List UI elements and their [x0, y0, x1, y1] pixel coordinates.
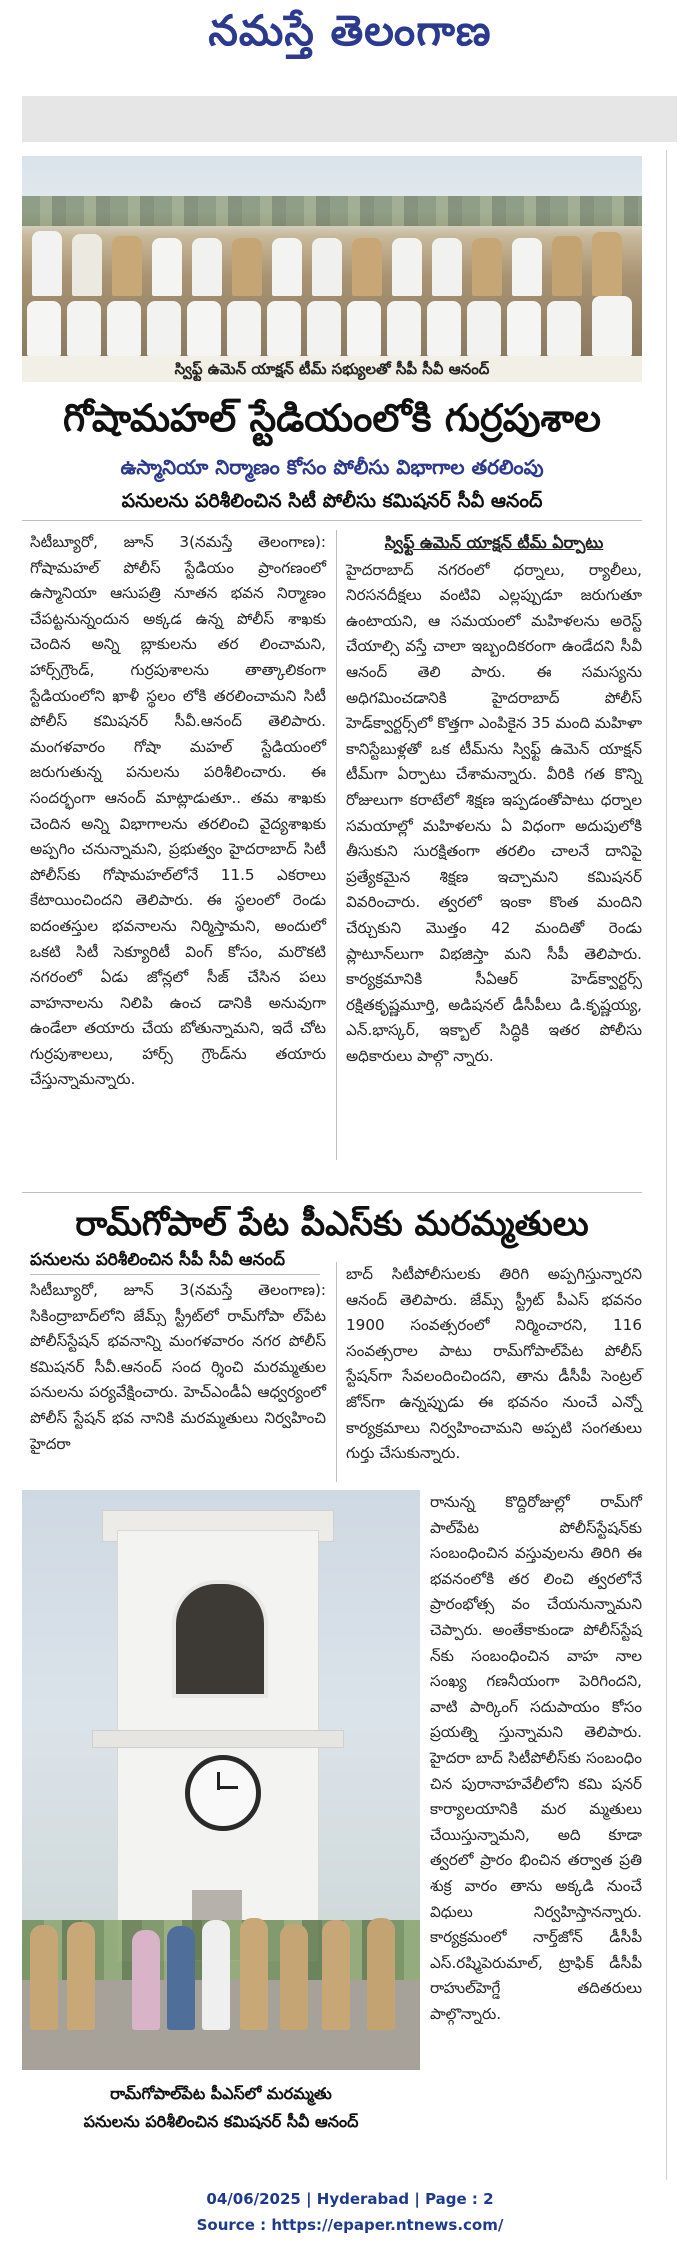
header-band	[22, 96, 677, 142]
story1-column-1-text: సిటీబ్యూరో, జూన్ 3(నమస్తే తెలంగాణ): గోషామహల్ పోలీస్ స్టేడియం ప్రాంగణంలో ఉస్మానియా ఆసుపత్రి నూతన భవన నిర్మాణం చేపట్టనున్నందున అక్కడ ఉన్న పోలీస్ శాఖకు చెందిన అన్ని బ్లాకులను తర లించామని, హార్స్‌గ్రౌండ్, గుర్రపుశాలను తాత్కాలికంగా స్టేడియంలోని ఖాళీ స్థలం లోకి తరలించామని సిటీ పోలీస్ కమిషనర్ సీవీ.ఆనంద్ తెలిపారు. మంగళవారం గోషా మహల్ స్టేడియంలో జరుగుతున్న పనులను పరిశీలించారు. ఈ సందర్భంగా ఆనంద్ మాట్లాడుతూ.. తమ శాఖకు చెందిన అన్ని విభాగాలను తరలించి వైద్యశాఖకు అప్పగిం చనున్నామని, ప్రభుత్వం హైదరాబాద్ సిటీ పోలీస్‌కు గోషామహల్‌లోనే 11.5 ఎకరాలు కేటాయించిందని తెలిపారు. ఈ స్థలంలో రెండు ఐదంతస్తుల భవనాలను నిర్మిస్తామని, అందులో ఒకటి సిటీ సెక్యూరిటీ వింగ్ కోసం, మరొకటి నగరంలో ఏడు జోన్లలో సీజ్ చేసిన పలు వాహనాలను నిలిపి ఉంచ డానికి అనువుగా ఉండేలా తయారు చేయ బోతున్నామని, ఇదే చోట గుర్రపుశాలలు, హార్స్ గ్రౌండ్‌ను తయారు చేస్తున్నామన్నారు.	[30, 533, 326, 1089]
footer-date-line: 04/06/2025 | Hyderabad | Page : 2	[206, 2190, 494, 2208]
story1-deck-secondary: పనులను పరిశీలించిన సిటీ పోలీసు కమిషనర్ సీవీ ఆనంద్	[121, 490, 543, 512]
page-edge-rule	[666, 150, 667, 2180]
caption-line-1: రామ్‌గోపాల్‌పేట పీఎస్‌లో మరమ్మతు	[110, 2084, 332, 2103]
column-divider	[336, 530, 337, 1160]
story2-column-1-text: సిటీబ్యూరో, జూన్ 3(నమస్తే తెలంగాణ): సికింద్రాబాద్‌లోని జేమ్స్ స్ట్రీట్‌లో రామ్‌గోపా ల్‌పేట పోలీస్‌స్టేషన్ భవనాన్ని మంగళవారం నగర పోలీస్ కమిషనర్ సీవీ.ఆనంద్ సంద ర్శించి మరమ్మతుల పనులను పర్యవేక్షించారు. హెచ్‌ఎండీఏ ఆధ్వర్యంలో పోలీస్ స్టేషన్ భవ నానికి మరమ్మతులు నిర్వహించి హైదరా	[30, 1281, 326, 1453]
newspaper-title: నమస్తే తెలంగాణ	[208, 6, 492, 55]
photo-trees	[22, 196, 642, 226]
story2-deck: పనులను పరిశీలించిన సీపీ సీవీ ఆనంద్	[30, 1250, 286, 1270]
story2-deck-underline	[30, 1274, 320, 1275]
story2-column-3-text: రానున్న కొద్దిరోజుల్లో రామ్‌గో పాల్‌పేట పోలీస్‌స్టేషన్‌కు సంబంధించిన వస్తువులను తిరిగి ఈ భవనంలోకి తర లించి త్వరలోనే ప్రారంభోత్స వం చేయనున్నామని చెప్పారు. అంతేకాకుండా పోలీస్‌స్టేష న్‌కు సంబంధించిన వాహ నాల సంఖ్య గణనీయంగా పెరిగిందని, వాటి పార్కింగ్ సదుపాయం కోసం ప్రయత్ని స్తున్నామని తెలిపారు. హైదరా బాద్ సిటీపోలీస్‌కు సంబంధిం చిన పురానాహవేలీలోని కమి షనర్ కార్యాలయానికి మర మ్మతులు చేయిస్తున్నామని, అది కూడా త్వరలో ప్రారం భించిన తర్వాత ప్రతి శుక్ర వారం తాను అక్కడి నుంచే విధులు నిర్వహిస్తానన్నారు. కార్యక్రమంలో నార్త్‌జోన్ డీసీపీ ఎస్.రష్మిపెరుమాల్, ట్రాఫిక్ డీసీపీ రాహుల్‌హెగ్డే తదితరులు పాల్గొన్నారు.	[430, 1493, 642, 2023]
tower-window	[172, 1580, 268, 1698]
story1-column-2	[346, 530, 642, 1069]
team-photo-caption: స్విఫ్ట్ ఉమెన్ యాక్షన్ టీమ్ సభ్యులతో సీపీ సీవీ ఆనంద్	[22, 356, 642, 382]
story1-subhead: స్విఫ్ట్ ఉమెన్ యాక్షన్ టీమ్ ఏర్పాటు	[384, 533, 604, 552]
story2-column-2-text: బాద్ సిటీపోలీసులకు తిరిగి అప్పగిస్తున్నారని ఆనంద్ తెలిపారు. జేమ్స్ స్ట్రీట్ పీఎస్ భవనం 1900 సంవత్సరంలో నిర్మించారని, 116 సంవత్సరాల పాటు రామ్‌గోపాల్‌పేట పోలీస్ స్టేషన్‌గా సేవలందించిందని, తాను డీసీపీ సెంట్రల్ జోన్‌గా ఉన్నప్పుడు ఈ భవనం నుంచే ఎన్నో కార్యక్రమాలు నిర్వహించామని అప్పటి సంగతులు గుర్తు చేసుకున్నారు.	[346, 1265, 642, 1463]
person	[367, 1918, 395, 2030]
clock-minute-hand	[218, 1786, 238, 1789]
story1-headline: గోషామహల్ స్టేడియంలోకి గుర్రపుశాల	[63, 396, 601, 440]
person	[67, 1922, 95, 2030]
story2-column-2	[346, 1262, 642, 1467]
team-photo	[22, 156, 642, 356]
clock-icon	[185, 1755, 261, 1831]
person	[280, 1924, 308, 2030]
clock-tower-photo-caption	[22, 2080, 420, 2136]
story1-column-1	[30, 530, 326, 1093]
person	[202, 1920, 230, 2030]
person	[240, 1918, 268, 2030]
story-divider	[22, 1192, 642, 1193]
person	[322, 1920, 350, 2030]
person	[30, 1925, 58, 2030]
photo-front-row	[22, 286, 642, 356]
story1-column-2-text: హైదరాబాద్ నగరంలో ధర్నాలు, ర్యాలీలు, నిరసనదీక్షలు వంటివి ఎల్లప్పుడూ జరుగుతూ ఉంటాయని, ఆ సమయంలో మహిళలను అరెస్ట్ చేయాల్సి వస్తే చాలా ఇబ్బందికరంగా ఉండేదని సీవీ ఆనంద్ తెలి పారు. ఈ సమస్యను అధిగమించడానికి హైదరాబాద్ పోలీస్ హెడ్‌క్వార్టర్స్‌లో కొత్తగా ఎంపికైన 35 మంది మహిళా కానిస్టేబుళ్లతో ఒక టీమ్‌ను స్విఫ్ట్ ఉమెన్ యాక్షన్ టీమ్‌గా ఏర్పాటు చేశామన్నారు. వీరికి గత కొన్ని రోజులుగా కరాటేలో శిక్షణ ఇప్పడంతోపాటు ధర్నాల సమయాల్లో మహిళలను ఏ విధంగా అదుపులోకి తీసుకుని సురక్షితంగా తరలిం చాలనే దానిపై ప్రత్యేకమైన శిక్షణ ఇచ్చామని కమిషనర్ వివరించారు. త్వరలో ఇంకా కొంత మందిని చేర్చుకుని మొత్తం 42 మందితో రెండు ప్లాటూన్‌లుగా విభజిస్తా మని సీపీ తెలిపారు. కార్యక్రమానికి సీఏఆర్ హెడ్‌క్వార్టర్స్ రక్షితకృష్ణమూర్తి, అడిషనల్ డీసీపీలు డి.కృష్ణయ్య, ఎన్.భాస్కర్, ఇక్బాల్ సిద్ధికి ఇతర పోలీసు అధికారులు పాల్గొ న్నారు.	[346, 560, 642, 1065]
story2-column-1	[30, 1278, 326, 1457]
story2-column-divider	[336, 1262, 337, 1482]
story1-deck-primary: ఉస్మానియా నిర్మాణం కోసం పోలీసు విభాగాల తరలింపు	[120, 455, 544, 479]
person	[167, 1926, 195, 2030]
clock-tower-photo	[22, 1490, 420, 2070]
story2-column-3	[430, 1490, 642, 2027]
footer-source-line: Source : https://epaper.ntnews.com/	[196, 2216, 504, 2234]
caption-line-2: పనులను పరిశీలించిన కమిషనర్ సీవీ ఆనంద్	[83, 2112, 359, 2131]
story2-headline: రామ్‌గోపాల్ పేట పీఎస్‌కు మరమ్మతులు	[75, 1204, 589, 1244]
masthead	[0, 0, 700, 72]
deck-divider	[22, 520, 642, 521]
person	[132, 1930, 160, 2030]
tower-ledge	[92, 1730, 344, 1748]
